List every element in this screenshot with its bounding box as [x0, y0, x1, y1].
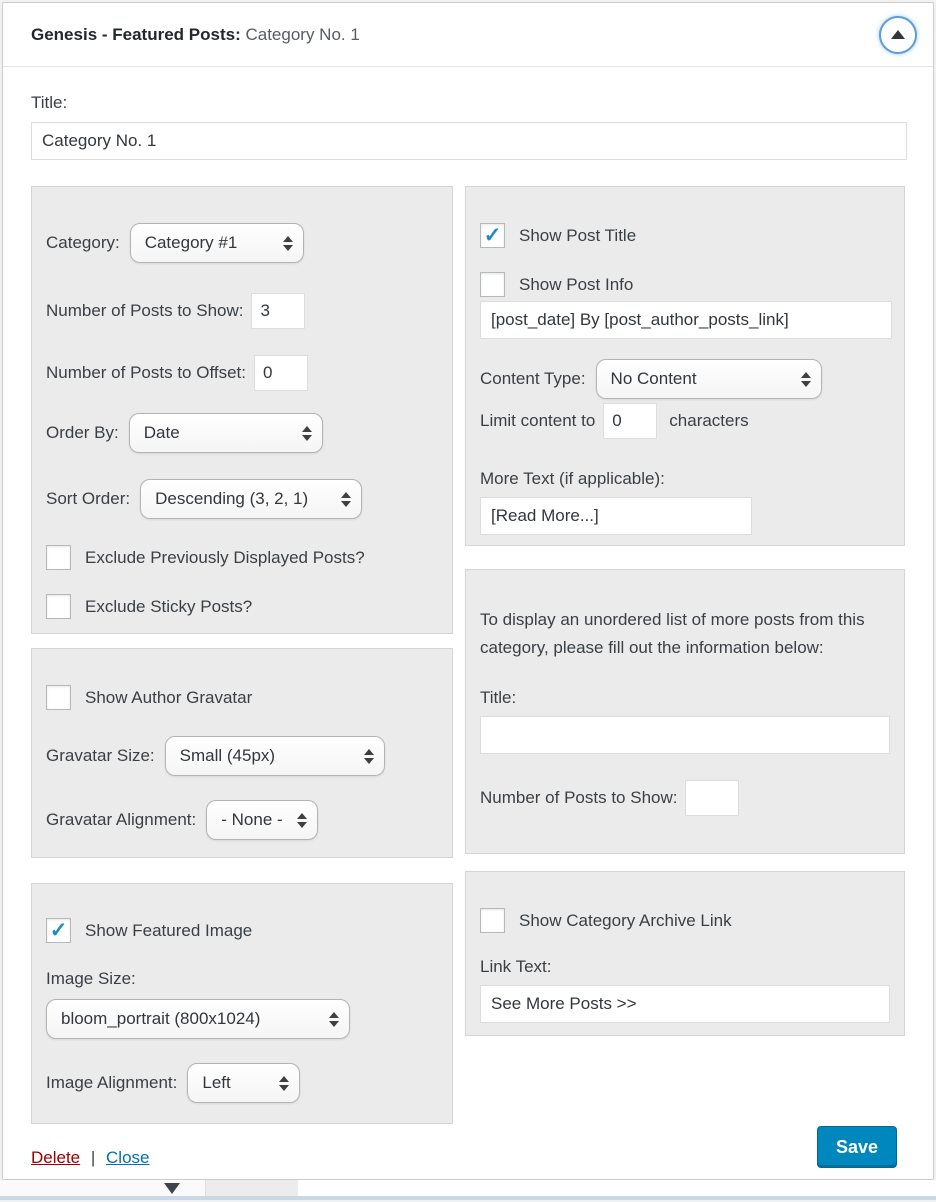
gravatar-alignment-select-value: - None - — [221, 810, 283, 829]
show-post-title-label[interactable]: Show Post Title — [519, 225, 637, 245]
post-info-row — [480, 301, 890, 339]
exclude-sticky-row — [46, 594, 438, 619]
more-text-row — [480, 497, 890, 535]
content-type-label: Content Type: — [480, 369, 586, 388]
exclude-displayed-row — [46, 545, 438, 570]
exclude-displayed-checkbox[interactable] — [46, 545, 71, 570]
gravatar-size-select-value: Small (45px) — [179, 746, 276, 765]
order-by-row — [46, 413, 438, 453]
more-posts-count-label: Number of Posts to Show: — [480, 788, 678, 807]
show-gravatar-row — [46, 685, 438, 710]
show-image-label[interactable]: Show Featured Image — [85, 920, 253, 940]
image-size-label-row — [46, 969, 438, 989]
gravatar-alignment-select[interactable] — [206, 800, 318, 840]
gravatar-size-label: Gravatar Size: — [46, 746, 155, 765]
image-size-label: Image Size: — [46, 969, 136, 988]
widget-body — [3, 67, 933, 1190]
posts-offset-label: Number of Posts to Offset: — [46, 363, 246, 382]
show-image-checkbox[interactable] — [46, 918, 71, 943]
posts-show-input[interactable] — [251, 293, 305, 329]
posts-offset-input[interactable] — [254, 355, 308, 391]
posts-show-row — [46, 293, 438, 329]
show-archive-link-checkbox[interactable] — [480, 908, 505, 933]
order-by-select[interactable] — [129, 413, 323, 453]
save-button[interactable]: Save — [817, 1126, 897, 1168]
limit-content-row — [480, 403, 890, 439]
sort-order-label: Sort Order: — [46, 489, 131, 508]
widget-title-field-label: Title: — [31, 93, 68, 112]
more-text-input[interactable] — [480, 497, 752, 535]
gravatar-panel — [31, 648, 453, 858]
updown-arrows-icon — [329, 1012, 339, 1027]
order-by-select-value: Date — [143, 423, 180, 442]
bottom-divider — [0, 1196, 936, 1200]
show-post-info-row — [480, 272, 890, 297]
limit-content-label-before: Limit content to — [480, 411, 596, 430]
featured-image-panel — [31, 883, 453, 1124]
content-type-select-value: No Content — [610, 369, 697, 388]
post-info-input[interactable] — [480, 301, 892, 339]
updown-arrows-icon — [801, 372, 811, 387]
more-posts-title-label: Title: — [480, 688, 517, 707]
close-link[interactable]: Close — [106, 1148, 150, 1167]
more-posts-count-input[interactable] — [685, 780, 739, 816]
show-post-title-row — [480, 223, 890, 248]
image-size-row — [46, 999, 438, 1039]
query-settings-panel — [31, 186, 453, 634]
exclude-sticky-checkbox[interactable] — [46, 594, 71, 619]
posts-offset-row — [46, 355, 438, 391]
more-posts-title-label-row — [480, 688, 890, 708]
widget-header — [3, 3, 933, 67]
show-archive-link-row — [480, 908, 890, 933]
category-label: Category: — [46, 233, 120, 252]
widget-title-field-row — [31, 93, 905, 160]
gravatar-size-select[interactable] — [165, 736, 385, 776]
posts-show-label: Number of Posts to Show: — [46, 301, 244, 320]
exclude-sticky-label[interactable]: Exclude Sticky Posts? — [85, 596, 253, 616]
chevron-down-icon — [164, 1183, 180, 1194]
updown-arrows-icon — [283, 236, 293, 251]
more-posts-title-input[interactable] — [480, 716, 890, 754]
content-type-row — [480, 359, 890, 399]
category-select-value: Category #1 — [144, 233, 238, 252]
updown-arrows-icon — [279, 1076, 289, 1091]
next-widget-strip — [0, 1180, 936, 1196]
widget-title-input[interactable] — [31, 122, 907, 160]
more-text-label-row — [480, 469, 890, 489]
delete-link[interactable]: Delete — [31, 1148, 81, 1167]
collapse-button[interactable] — [879, 16, 917, 54]
show-gravatar-checkbox[interactable] — [46, 685, 71, 710]
chevron-up-icon — [891, 30, 905, 39]
order-by-label: Order By: — [46, 423, 119, 442]
sort-order-row — [46, 479, 438, 519]
limit-content-label-after: characters — [669, 411, 749, 430]
widget-title-bold: Genesis - Featured Posts: — [31, 24, 241, 44]
show-archive-link-label[interactable]: Show Category Archive Link — [519, 910, 732, 930]
content-settings-panel — [465, 186, 905, 546]
updown-arrows-icon — [297, 813, 307, 828]
image-alignment-select-value: Left — [202, 1073, 231, 1092]
show-post-info-label[interactable]: Show Post Info — [519, 274, 634, 294]
link-text-label-row — [480, 957, 890, 977]
content-type-select[interactable] — [596, 359, 822, 399]
link-separator: | — [90, 1148, 96, 1167]
updown-arrows-icon — [341, 492, 351, 507]
category-row — [46, 223, 438, 263]
next-widget-segment — [206, 1180, 298, 1196]
gravatar-size-row — [46, 736, 438, 776]
right-column — [465, 186, 905, 1124]
widget-title — [31, 25, 360, 45]
more-posts-title-row — [480, 716, 890, 754]
gravatar-alignment-label: Gravatar Alignment: — [46, 810, 197, 829]
image-alignment-select[interactable] — [187, 1063, 300, 1103]
show-image-row — [46, 918, 438, 943]
archive-link-panel — [465, 871, 905, 1036]
widget-card — [2, 2, 934, 1180]
more-text-label: More Text (if applicable): — [480, 469, 665, 488]
limit-content-input[interactable] — [603, 403, 657, 439]
more-posts-count-row — [480, 780, 890, 816]
settings-columns — [31, 186, 905, 1124]
show-post-info-checkbox[interactable] — [480, 272, 505, 297]
image-size-select[interactable] — [46, 999, 350, 1039]
image-alignment-label: Image Alignment: — [46, 1073, 178, 1092]
link-text-input[interactable] — [480, 985, 890, 1023]
sort-order-select[interactable] — [140, 479, 362, 519]
next-widget-toggle-area[interactable] — [0, 1180, 206, 1196]
updown-arrows-icon — [364, 749, 374, 764]
more-posts-description: To display an unordered list of more posts from this category, please fill out the information below: — [480, 610, 865, 657]
gravatar-alignment-row — [46, 800, 438, 840]
link-text-label: Link Text: — [480, 957, 552, 976]
more-posts-panel — [465, 569, 905, 854]
sort-order-select-value: Descending (3, 2, 1) — [155, 489, 309, 508]
show-post-title-checkbox[interactable] — [480, 223, 505, 248]
category-select[interactable] — [130, 223, 304, 263]
left-column — [31, 186, 453, 1124]
image-size-select-value: bloom_portrait (800x1024) — [61, 1009, 261, 1028]
image-alignment-row — [46, 1063, 438, 1103]
footer-links — [31, 1148, 150, 1168]
next-widget-segment — [298, 1180, 936, 1196]
updown-arrows-icon — [302, 426, 312, 441]
widget-title-suffix: Category No. 1 — [245, 24, 360, 44]
exclude-displayed-label[interactable]: Exclude Previously Displayed Posts? — [85, 547, 365, 567]
link-text-row — [480, 985, 890, 1023]
show-gravatar-label[interactable]: Show Author Gravatar — [85, 687, 253, 707]
